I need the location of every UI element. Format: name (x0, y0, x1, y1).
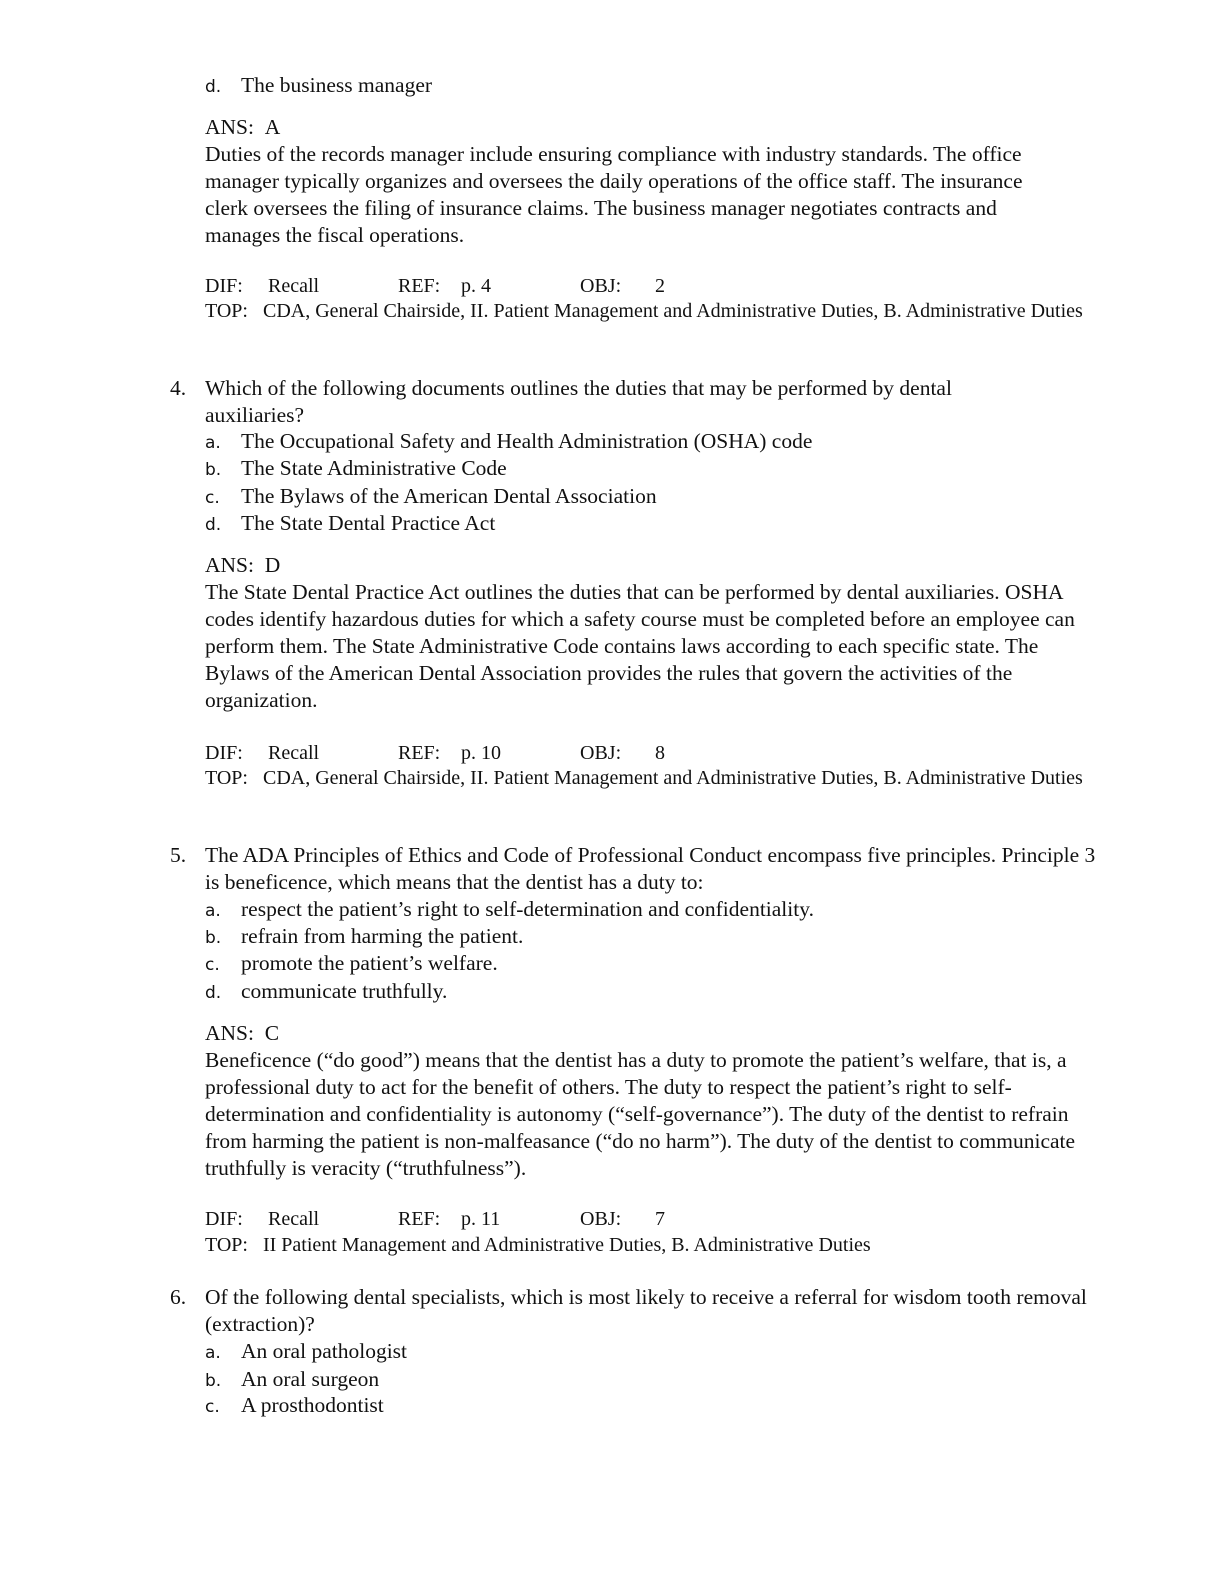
option-text: communicate truthfully. (241, 979, 448, 1003)
option-text: The State Dental Practice Act (241, 511, 496, 535)
option-c (205, 483, 657, 512)
answer-value: C (264, 1021, 280, 1045)
ref-value: p. 4 (461, 275, 491, 297)
dif-label: DIF: (205, 275, 243, 297)
option-letter: d. (205, 77, 222, 97)
ref-value: p. 11 (461, 1208, 501, 1230)
question-number: 6. (170, 1285, 187, 1309)
option-a (205, 896, 814, 925)
option-d (205, 72, 432, 101)
dif-label: DIF: (205, 1208, 243, 1230)
rationale: The State Dental Practice Act outlines the duties that can be performed by dental auxiliaries. OSHA codes identify hazardous duties for which a safety course must be completed before an employee can perform them. The State Administrative Code contains laws according to each specific state. The Bylaws of the American Dental Association provides the rules that govern the activities of the organization. (205, 580, 1075, 712)
answer (205, 1020, 279, 1047)
answer-value: D (264, 553, 281, 577)
option-text: The State Administrative Code (241, 456, 507, 480)
option-text: promote the patient’s welfare. (241, 951, 498, 975)
option-c (205, 950, 498, 979)
dif-value: Recall (268, 742, 320, 764)
option-letter: c. (205, 955, 220, 975)
option-letter: d. (205, 515, 222, 535)
answer-label: ANS: (205, 553, 254, 577)
option-b (205, 455, 507, 484)
option-b (205, 923, 523, 952)
topic: TOP: CDA, General Chairside, II. Patient Management and Administrative Duties, B. Administrative Duties (205, 300, 1083, 322)
option-text: The Occupational Safety and Health Administration (OSHA) code (241, 429, 813, 453)
option-text: A prosthodontist (241, 1393, 384, 1417)
option-a (205, 1338, 407, 1367)
obj-label: OBJ: (580, 1208, 622, 1230)
option-letter: c. (205, 1397, 220, 1417)
rationale: Beneficence (“do good”) means that the dentist has a duty to promote the patient’s welfare, that is, a professional duty to act for the benefit of others. The duty to respect the patient’s right to self-determination and confidentiality is autonomy (“self-governance”). The duty of the dentist to refrain from harming the patient is non-malfeasance (“do no harm”). The duty of the dentist to communicate truthfully is veracity (“truthfulness”). (205, 1048, 1076, 1180)
option-letter: a. (205, 1343, 221, 1363)
question-number: 5. (170, 843, 187, 867)
dif-label: DIF: (205, 742, 243, 764)
rationale: Duties of the records manager include ensuring compliance with industry standards. The office manager typically organizes and oversees the daily operations of the office staff. The insurance clerk oversees the filing of insurance claims. The business manager negotiates contracts and manages the fiscal operations. (205, 142, 1023, 247)
option-letter: b. (205, 460, 222, 480)
option-text: refrain from harming the patient. (241, 924, 524, 948)
option-text: The business manager (241, 73, 433, 97)
option-d (205, 978, 447, 1007)
obj-value: 7 (655, 1208, 665, 1230)
obj-value: 2 (655, 275, 665, 297)
option-text: The Bylaws of the American Dental Association (241, 484, 657, 508)
topic: TOP: CDA, General Chairside, II. Patient Management and Administrative Duties, B. Administrative Duties (205, 767, 1083, 789)
dif-value: Recall (268, 275, 320, 297)
option-letter: a. (205, 901, 221, 921)
obj-label: OBJ: (580, 742, 622, 764)
option-d (205, 510, 495, 539)
obj-label: OBJ: (580, 275, 622, 297)
answer (205, 552, 280, 579)
option-text: An oral surgeon (241, 1367, 380, 1391)
ref-value: p. 10 (461, 742, 501, 764)
option-letter: c. (205, 488, 220, 508)
option-text: respect the patient’s right to self-determination and confidentiality. (241, 897, 814, 921)
question-stem: Of the following dental specialists, which is most likely to receive a referral for wisdom tooth removal (extraction)? (205, 1285, 1087, 1336)
ref-label: REF: (398, 275, 441, 297)
option-a (205, 428, 812, 457)
question-stem: Which of the following documents outlines the duties that may be performed by dental auxiliaries? (205, 376, 952, 427)
ref-label: REF: (398, 1208, 441, 1230)
ref-label: REF: (398, 742, 441, 764)
option-letter: b. (205, 1371, 222, 1391)
answer-label: ANS: (205, 1021, 254, 1045)
question-stem: The ADA Principles of Ethics and Code of Professional Conduct encompass five principles. Principle 3 is beneficence, which means that the dentist has a duty to: (205, 843, 1096, 894)
option-b (205, 1366, 379, 1395)
option-letter: d. (205, 983, 222, 1003)
question-number: 4. (170, 376, 187, 400)
topic: TOP: II Patient Management and Administrative Duties, B. Administrative Duties (205, 1234, 871, 1256)
option-text: An oral pathologist (241, 1339, 408, 1363)
option-letter: b. (205, 928, 222, 948)
obj-value: 8 (655, 742, 665, 764)
answer-label: ANS: (205, 115, 254, 139)
answer (205, 114, 280, 141)
option-c (205, 1392, 384, 1421)
option-letter: a. (205, 433, 221, 453)
answer-value: A (264, 115, 281, 139)
dif-value: Recall (268, 1208, 320, 1230)
